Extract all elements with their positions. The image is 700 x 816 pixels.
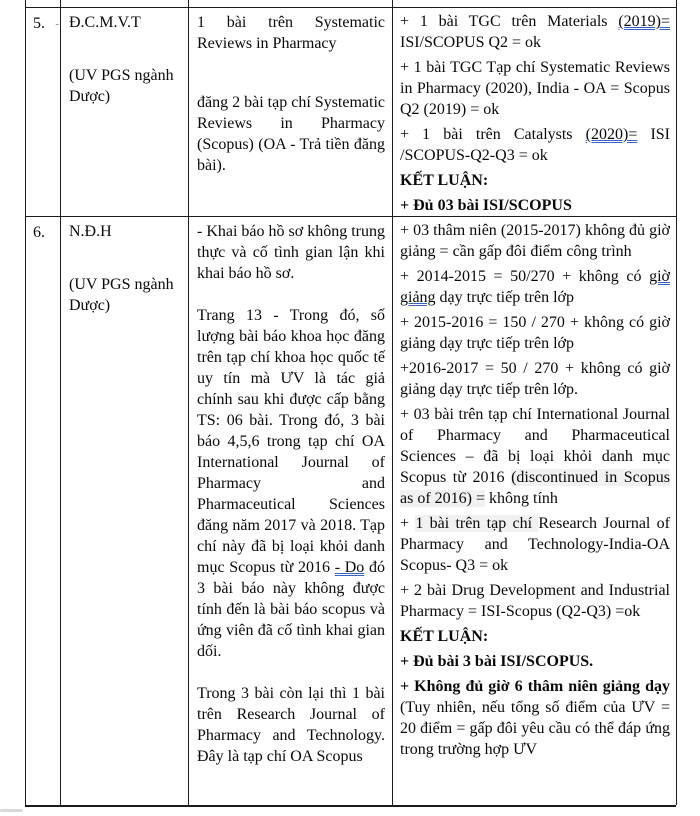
text-segment: Research Journal of Pharmacy and Technology-India-OA Scopus- Q3 = ok [400, 515, 671, 574]
description-paragraph [197, 305, 385, 662]
text-segment: (Tuy nhiên, nếu tổng số điểm của ƯV = 20 điểm = gấp đôi yêu cầu có thể đáp ứng trong trường hợp ƯV [400, 699, 670, 758]
stub-cell [392, 0, 676, 7]
stray-mark: - [55, 18, 59, 30]
evaluation-paragraph [400, 358, 670, 400]
candidate-title: (UV PGS ngành Dược) [69, 276, 174, 314]
row-number-cell [25, 217, 60, 807]
table-row [25, 216, 676, 807]
stub-cell [188, 0, 392, 7]
text-segment: + [400, 515, 416, 532]
page-edge-artifact [0, 809, 23, 812]
text-segment: + Đủ bài 3 bài ISI/SCOPUS. [400, 653, 594, 670]
table-bottom-border [25, 805, 676, 807]
text-segment: + 03 bài trên tạp chí International Journal of Pharmacy and Pharmaceutical Sciences – đã bị loại khỏi danh mục Scopus từ 2016 [400, 406, 670, 486]
text-segment: 1 bài trên Systematic Reviews in Pharmacy [197, 14, 385, 52]
candidate-name-cell [60, 217, 188, 807]
evaluation-paragraph [400, 220, 670, 262]
text-segment: Trang 13 - Trong đó, số lượng bài báo khoa học đăng trên tạp chí khoa học quốc tế uy tín mà ƯV là tác giả chính sau khi được cấp bằng TS: 06 bài. Trong đó, 3 bài báo 4,5,6 trong tạp chí OA International Journal of Pharmacy and Pharmaceutical Sciences đăng năm 2017 và 2018. Tạp chí này đã bị loại khỏi danh mục Scopus từ 2016 [197, 307, 385, 576]
stub-cell [60, 0, 188, 7]
text-segment: +2016-2017 = 50 / 270 + không có giờ giảng dạy trực tiếp trên lớp. [400, 360, 670, 398]
evaluation-paragraph [400, 124, 670, 166]
text-segment: 1 bài trên tạp chí [415, 515, 539, 532]
tracked-change-insertion: - Do [334, 559, 365, 576]
description-cell [188, 8, 392, 216]
text-segment: - Khai báo hồ sơ không trung thực và cố tình gian lận khi khai báo hồ sơ. [197, 223, 385, 282]
text-segment: ISI /SCOPUS-Q2-Q3 = ok [400, 126, 671, 164]
text-segment: + 1 bài TGC trên Materials [400, 13, 619, 30]
text-segment: ISI/SCOPUS Q2 = ok [400, 34, 542, 51]
evaluation-paragraph [400, 676, 670, 760]
description-paragraph [197, 221, 385, 284]
text-segment: KẾT LUẬN: [400, 172, 489, 189]
candidate-name: N.Đ.H [69, 223, 112, 240]
evaluation-paragraph [400, 513, 670, 576]
text-segment: + 1 bài TGC Tạp chí Systematic Reviews in Pharmacy (2020), India - OA = Scopus Q2 (2019) = ok [400, 59, 670, 118]
stub-cell [25, 0, 60, 7]
candidate-title: (UV PGS ngành Dược) [69, 67, 174, 105]
row-number-cell [25, 8, 60, 216]
text-segment: đó 3 bài báo này không được tính đến là bài báo scopus và ứng viên đã cố tình khai gian dối. [197, 559, 385, 660]
text-segment: dạy trực tiếp trên lớp [435, 289, 574, 306]
text-segment: đăng 2 bài tạp chí Systematic Reviews in Pharmacy (Scopus) (OA - Trả tiền đăng bài). [197, 94, 385, 174]
evaluation-paragraph [400, 11, 670, 53]
table-row-stub [25, 0, 676, 7]
evaluation-table [25, 0, 677, 805]
evaluation-paragraph [400, 404, 670, 509]
evaluation-paragraph [400, 266, 670, 308]
evaluation-cell [392, 8, 676, 216]
evaluation-paragraph [400, 651, 670, 672]
text-segment: + 2 bài Drug Development and Industrial Pharmacy = ISI-Scopus (Q2-Q3) =ok [400, 582, 670, 620]
candidate-name-cell [60, 8, 188, 216]
text-segment: không tính [485, 490, 558, 507]
text-segment: (discontinued in Scopus as of 2016) = [400, 469, 670, 507]
text-segment: + 2014-2015 = 50/270 + không có [400, 268, 650, 285]
text-segment: + 1 bài trên Catalysts [400, 126, 586, 143]
evaluation-paragraph [400, 57, 670, 120]
evaluation-paragraph [400, 626, 670, 647]
tracked-change-insertion: giờ giảng [400, 268, 670, 306]
text-segment: KẾT LUẬN: [400, 628, 489, 645]
text-segment: + 03 thâm niên (2015-2017) không đủ giờ giảng = cần gấp đôi điểm công trình [400, 222, 670, 260]
tracked-change-insertion: (2019)= [618, 13, 670, 30]
row-number: 5. [33, 15, 45, 32]
text-segment: + Không đủ giờ 6 thâm niên giảng dạy [400, 678, 670, 695]
evaluation-paragraph [400, 580, 670, 622]
candidate-name: Đ.C.M.V.T [69, 14, 141, 31]
description-paragraph [197, 683, 385, 767]
description-cell [188, 217, 392, 807]
text-segment: Trong 3 bài còn lại thì 1 bài trên Research Journal of Pharmacy and Technology. Đây là tạp chí OA Scopus [197, 685, 385, 765]
text-segment: + 2015-2016 = 150 / 270 + không có giờ giảng dạy trực tiếp trên lớp [400, 314, 670, 352]
row-number: 6. [33, 224, 45, 241]
evaluation-paragraph [400, 170, 670, 191]
evaluation-cell [392, 217, 676, 807]
table-row [25, 7, 676, 216]
tracked-change-insertion: (2020)= [585, 126, 638, 143]
text-segment: + Đủ 03 bài ISI/SCOPUS [400, 197, 572, 214]
description-paragraph [197, 92, 385, 176]
evaluation-paragraph [400, 312, 670, 354]
evaluation-paragraph [400, 195, 670, 216]
description-paragraph [197, 12, 385, 54]
